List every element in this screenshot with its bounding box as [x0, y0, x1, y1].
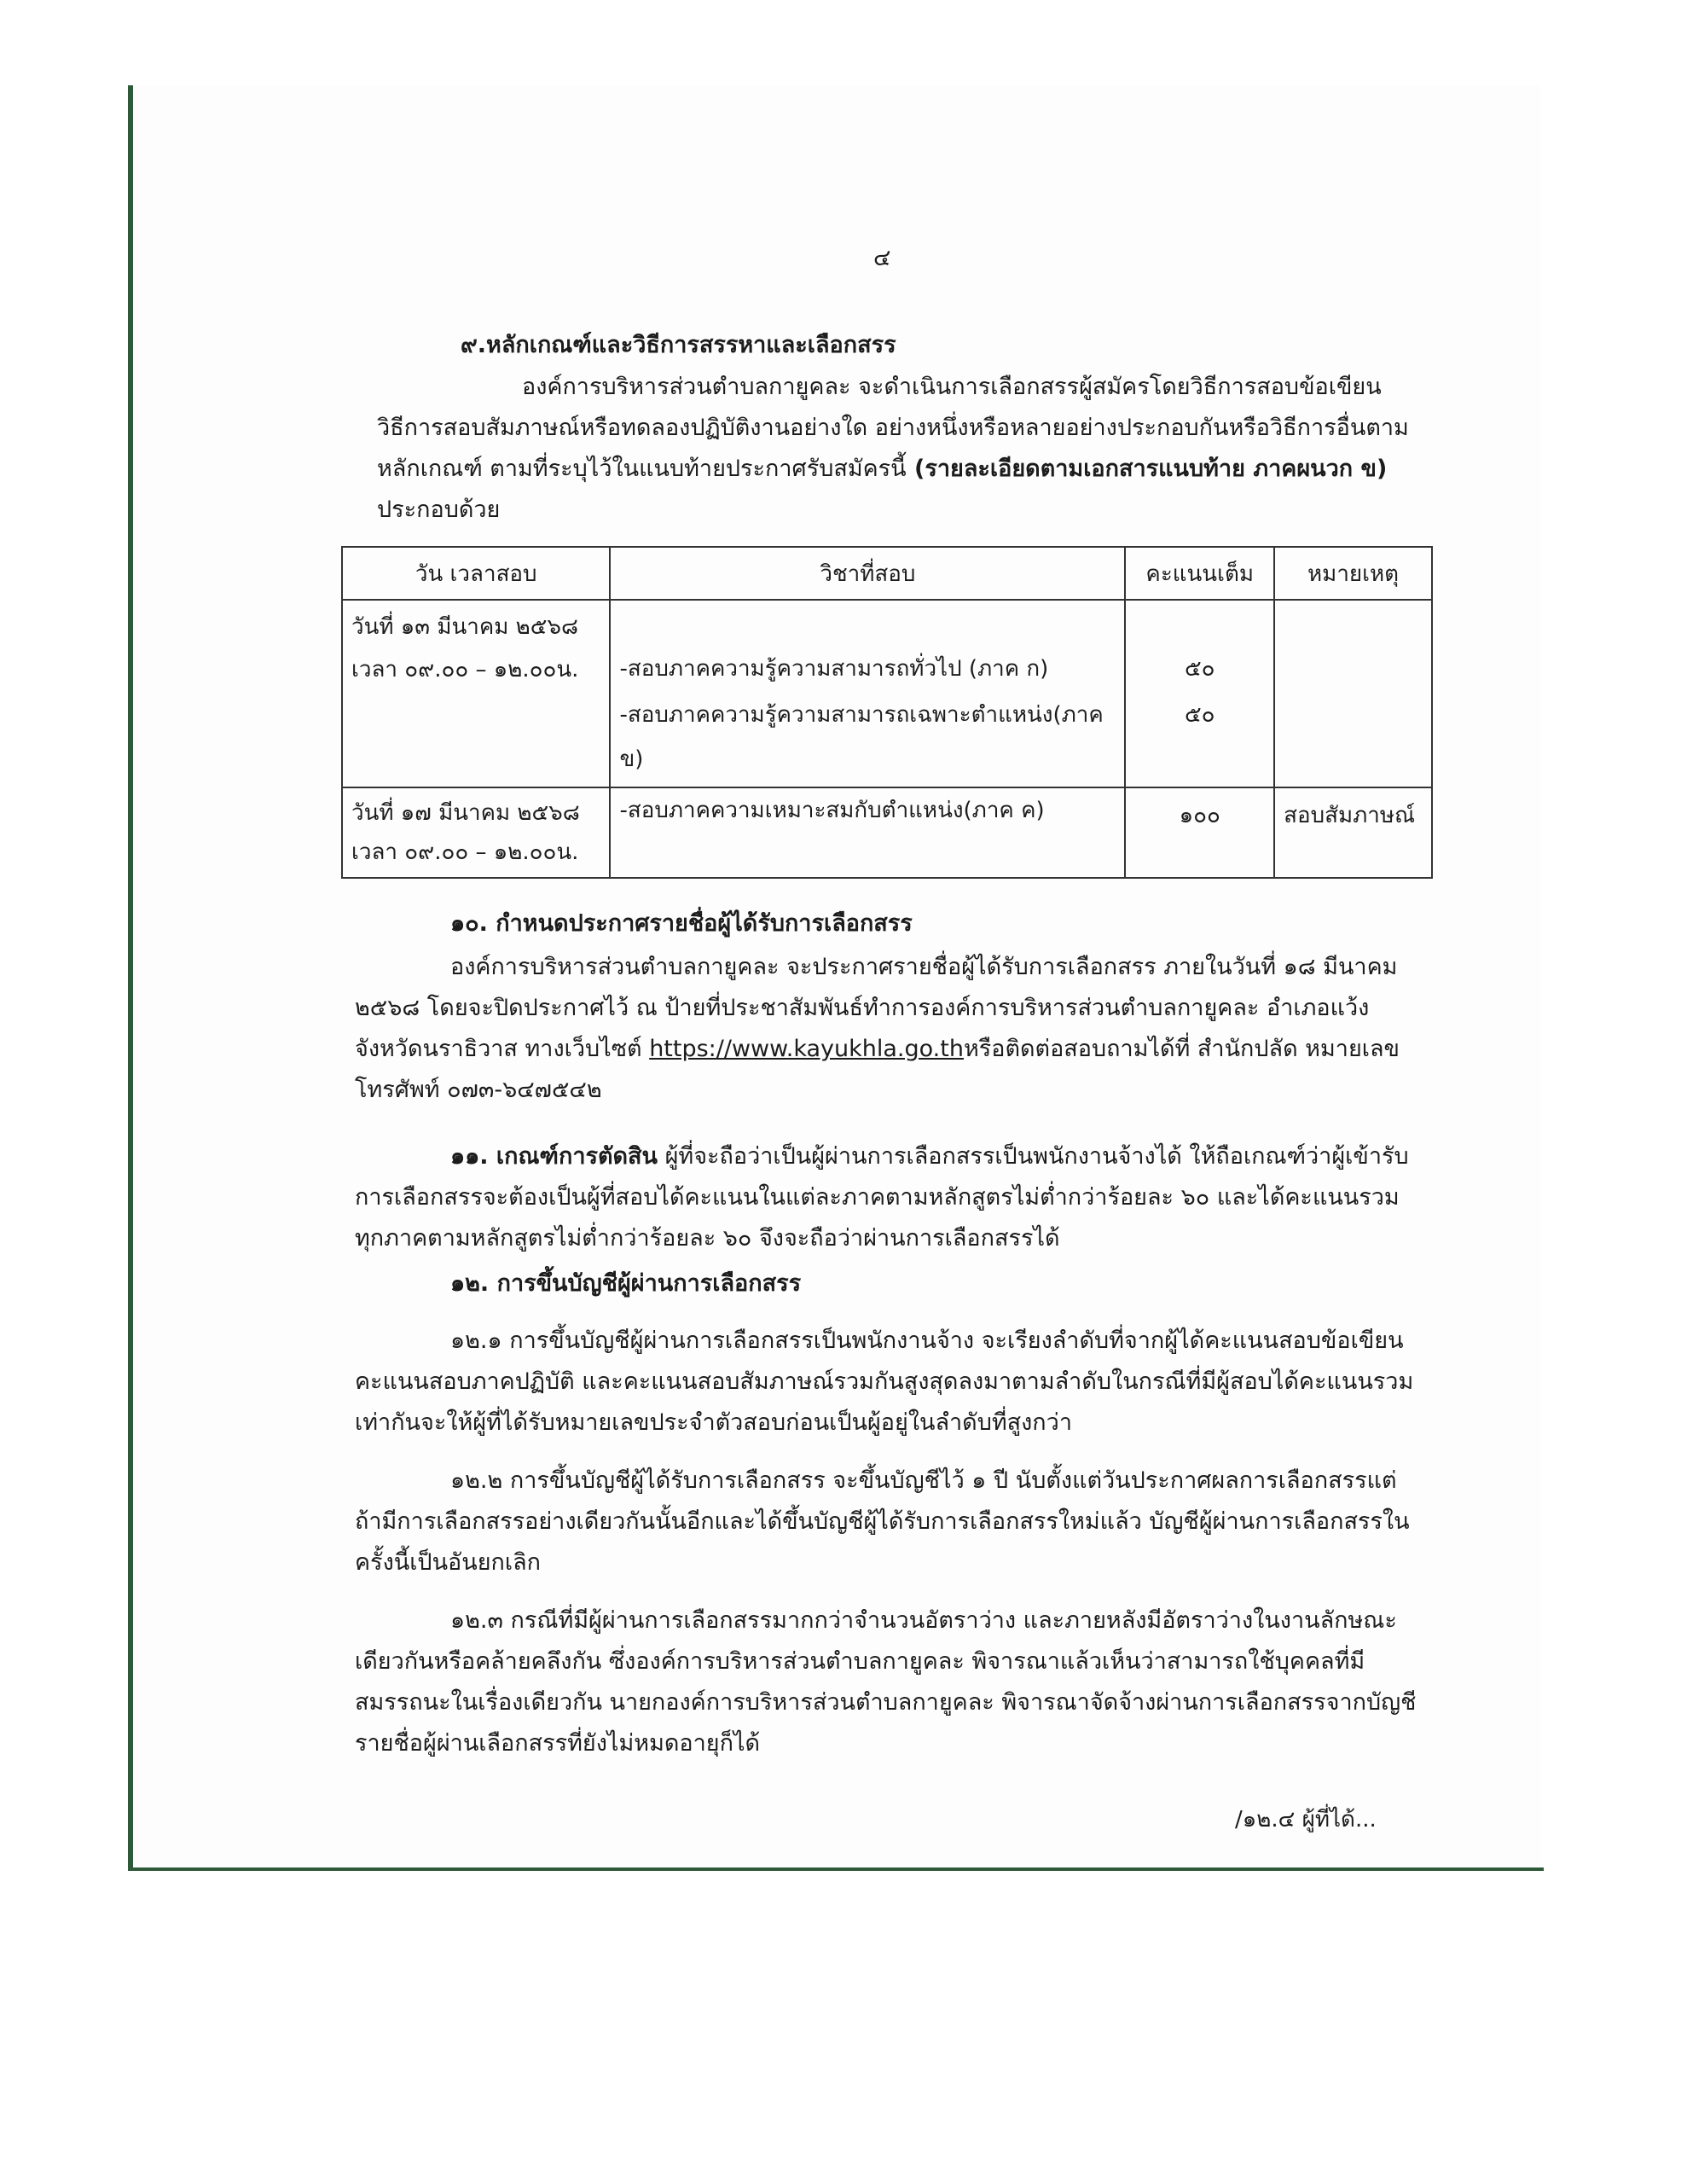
section11-line3: ทุกภาคตามหลักสูตรไม่ต่ำกว่าร้อยละ ๖๐ จึงจะถือว่าผ่านการเลือกสรรได้: [355, 1225, 1060, 1252]
table-header-row: [342, 547, 1432, 600]
section9-heading: ๙.หลักเกณฑ์และวิธีการสรรหาและเลือกสรร: [461, 332, 896, 358]
section11-line1-text: ผู้ที่จะถือว่าเป็นผู้ผ่านการเลือกสรรเป็นพนักงานจ้างได้ ให้ถือเกณฑ์ว่าผู้เข้ารับ: [658, 1143, 1409, 1170]
section12-3-line3: สมรรถนะในเรื่องเดียวกัน นายกองค์การบริหารส่วนตำบลกายูคละ พิจารณาจัดจ้างผ่านการเลือกสรรจากบัญชี: [355, 1689, 1417, 1716]
row2-score: ๑๐๐: [1125, 787, 1274, 878]
header-full-score: คะแนนเต็ม: [1125, 547, 1274, 600]
row1-time: เวลา ๐๙.๐๐ – ๑๒.๐๐น.: [351, 657, 579, 682]
section12-1-line1: ๑๒.๑ การขึ้นบัญชีผู้ผ่านการเลือกสรรเป็นพนักงานจ้าง จะเรียงลำดับที่จากผู้ได้คะแนนสอบข้อเขียน: [450, 1327, 1404, 1354]
scan-edge-bottom: [128, 1867, 1544, 1871]
header-remark: หมายเหตุ: [1274, 547, 1432, 600]
row1-subject-b: -สอบภาคความรู้ความสามารถเฉพาะตำแหน่ง(ภาค ข): [619, 702, 1104, 772]
header-date-time: วัน เวลาสอบ: [342, 547, 610, 600]
section9-line3: [377, 449, 1409, 490]
exam-schedule-table: [341, 546, 1433, 879]
section11-line2: การเลือกสรรจะต้องเป็นผู้ที่สอบได้คะแนนในแต่ละภาคตามหลักสูตรไม่ต่ำกว่าร้อยละ ๖๐ และได้คะแนนรวม: [355, 1184, 1400, 1211]
section12-3-body: [355, 1600, 1416, 1764]
row2-time: เวลา ๐๙.๐๐ – ๑๒.๐๐น.: [351, 839, 579, 865]
row1-datetime: [342, 600, 610, 787]
row1-date: วันที่ ๑๓ มีนาคม ๒๕๖๘: [351, 614, 579, 640]
row1-scores: [1125, 600, 1274, 787]
table-row: [342, 787, 1432, 878]
website-link[interactable]: https://www.kayukhla.go.th: [649, 1036, 964, 1062]
section12-3-line2: เดียวกันหรือคล้ายคลึงกัน ซึ่งองค์การบริหารส่วนตำบลกายูคละ พิจารณาแล้วเห็นว่าสามารถใช้บุคคลที่มี: [355, 1648, 1365, 1675]
section10-line2: ๒๕๖๘ โดยจะปิดประกาศไว้ ณ ป้ายที่ประชาสัมพันธ์ทำการองค์การบริหารส่วนตำบลกายูคละ อำเภอแว้ง: [355, 995, 1370, 1021]
section10-line4: โทรศัพท์ ๐๗๓-๖๔๗๕๔๒: [355, 1077, 602, 1103]
page-number: ๔: [873, 245, 891, 271]
table-row: [342, 600, 1432, 787]
section12-1-line3: เท่ากันจะให้ผู้ที่ได้รับหมายเลขประจำตัวสอบก่อนเป็นผู้อยู่ในลำดับที่สูงกว่า: [355, 1409, 1072, 1436]
row2-datetime: [342, 787, 610, 878]
row2-subject: -สอบภาคความเหมาะสมกับตำแหน่ง(ภาค ค): [610, 787, 1125, 878]
section12-2-line2: ถ้ามีการเลือกสรรอย่างเดียวกันนั้นอีกและได้ขึ้นบัญชีผู้ได้รับการเลือกสรรใหม่แล้ว บัญชีผู้ผ่านการเลือกสรรใน: [355, 1508, 1410, 1535]
row2-note: สอบสัมภาษณ์: [1274, 787, 1432, 878]
row2-date: วันที่ ๑๗ มีนาคม ๒๕๖๘: [351, 800, 580, 826]
section9-line3-bold: (รายละเอียดตามเอกสารแนบท้าย ภาคผนวก ข): [906, 456, 1388, 482]
continuation-note: /๑๒.๔ ผู้ที่ได้...: [1235, 1807, 1377, 1833]
row1-subject-a: -สอบภาคความรู้ความสามารถทั่วไป (ภาค ก): [619, 656, 1049, 682]
section9-line4: ประกอบด้วย: [377, 497, 501, 523]
section12-3-line1: ๑๒.๓ กรณีที่มีผู้ผ่านการเลือกสรรมากกว่าจำนวนอัตราว่าง และภายหลังมีอัตราว่างในงานลักษณะ: [450, 1607, 1397, 1634]
section9-body: [377, 367, 1409, 531]
section12-2-line1: ๑๒.๒ การขึ้นบัญชีผู้ได้รับการเลือกสรร จะขึ้นบัญชีไว้ ๑ ปี นับตั้งแต่วันประกาศผลการเลือกสรรแต่: [450, 1467, 1397, 1494]
section12-2-line3: ครั้งนี้เป็นอันยกเลิก: [355, 1549, 541, 1576]
section10-line3-text: จังหวัดนราธิวาส ทางเว็บไซต์: [355, 1036, 650, 1062]
row1-note: [1274, 600, 1432, 787]
section12-3-line4: รายชื่อผู้ผ่านเลือกสรรที่ยังไม่หมดอายุก็ได้: [355, 1730, 761, 1757]
section12-heading: ๑๒. การขึ้นบัญชีผู้ผ่านการเลือกสรร: [450, 1270, 802, 1297]
section10-heading: ๑๐. กำหนดประกาศรายชื่อผู้ได้รับการเลือกสรร: [450, 910, 913, 937]
row1-subjects: [610, 600, 1125, 787]
row1-score-b: ๕๐: [1184, 702, 1215, 728]
section11-line1: [355, 1136, 1409, 1177]
section9-line2: วิธีการสอบสัมภาษณ์หรือทดลองปฏิบัติงานอย่างใด อย่างหนึ่งหรือหลายอย่างประกอบกันหรือวิธีการอื่นตาม: [377, 415, 1409, 441]
section10-line3-tail: หรือติดต่อสอบถามได้ที่ สำนักปลัด หมายเลข: [963, 1036, 1400, 1062]
section10-body: [355, 947, 1400, 1111]
section10-line1: องค์การบริหารส่วนตำบลกายูคละ จะประกาศรายชื่อผู้ได้รับการเลือกสรร ภายในวันที่ ๑๘ มีนาคม: [450, 954, 1398, 980]
section12-1-line2: คะแนนสอบภาคปฏิบัติ และคะแนนสอบสัมภาษณ์รวมกันสูงสุดลงมาตามลำดับในกรณีที่มีผู้สอบได้คะแนนรวม: [355, 1368, 1414, 1395]
section12-2-body: [355, 1461, 1410, 1583]
row1-score-a: ๕๐: [1184, 656, 1215, 682]
section10-line3: [355, 1029, 1400, 1070]
section12-1-body: [355, 1321, 1413, 1443]
section11-body: [355, 1136, 1409, 1259]
header-subject: วิชาที่สอบ: [610, 547, 1125, 600]
section11-heading: ๑๑. เกณฑ์การตัดสิน: [450, 1143, 658, 1170]
section9-line1: องค์การบริหารส่วนตำบลกายูคละ จะดำเนินการเลือกสรรผู้สมัครโดยวิธีการสอบข้อเขียน: [522, 374, 1382, 400]
section9-line3-text: หลักเกณฑ์ ตามที่ระบุไว้ในแนบท้ายประกาศรับสมัครนี้: [377, 456, 907, 482]
